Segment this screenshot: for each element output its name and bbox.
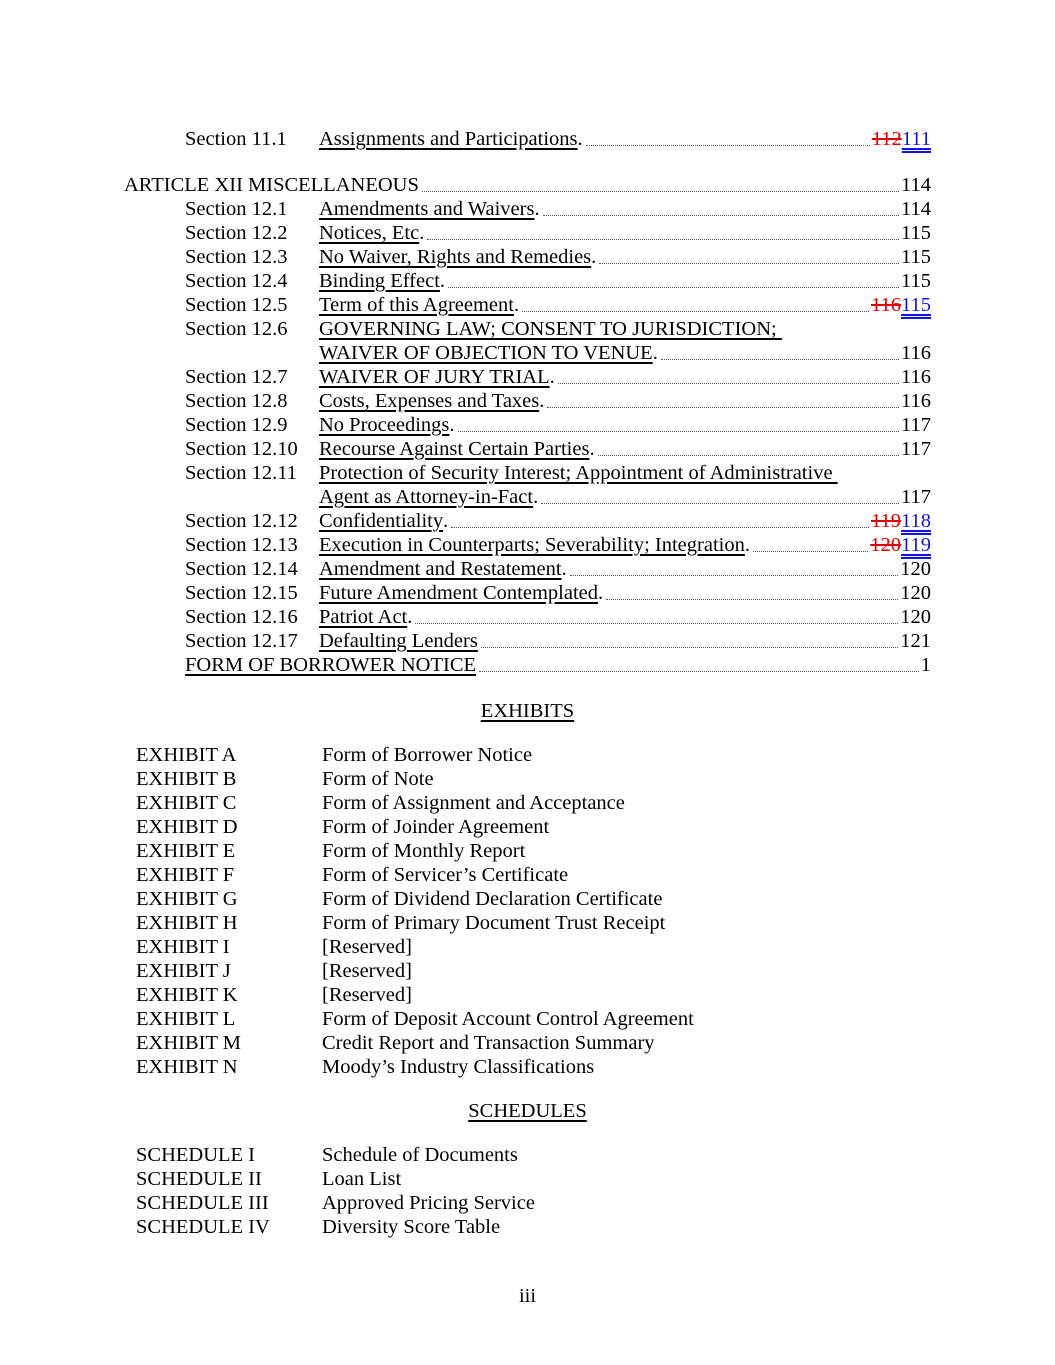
dot-leader [661,359,899,360]
dot-leader [422,191,899,192]
title-suffix: . [419,222,425,244]
section-title: Recourse Against Certain Parties [319,438,590,460]
section-label: Section 11.1 [185,128,287,150]
list-item [124,1143,931,1167]
dot-leader [481,647,898,648]
title-suffix: . [744,534,750,556]
page-ref [900,629,931,653]
section-title: Patriot Act [319,606,408,628]
page-ref [901,485,931,509]
section-label: Section 12.4 [185,270,288,292]
list-item [124,1031,931,1055]
list-item [124,887,931,911]
section-label: Section 12.9 [185,414,288,436]
schedule-label: SCHEDULE I [136,1144,256,1166]
exhibit-description: Form of Dividend Declaration Certificate [322,888,663,910]
dot-leader [427,239,899,240]
exhibit-label: EXHIBIT F [136,864,235,886]
exhibit-label: EXHIBIT J [136,960,231,982]
exhibit-label: EXHIBIT K [136,984,238,1006]
dot-leader [448,287,899,288]
section-title: No Proceedings [319,414,450,436]
list-item [124,815,931,839]
exhibit-label: EXHIBIT I [136,936,230,958]
exhibit-description: Form of Borrower Notice [322,744,533,766]
page-number: 120 [900,582,931,604]
page-number: 116 [901,342,931,364]
toc-row [124,173,931,197]
deleted-page-number: 120 [870,534,901,556]
toc-row [124,127,931,151]
section-title: Amendments and Waivers [319,198,535,220]
title-suffix: . [539,390,545,412]
page-ref [901,365,931,389]
list-item [124,1215,931,1239]
section-label: Section 12.2 [185,222,288,244]
exhibit-label: EXHIBIT G [136,888,238,910]
page-number-footer: iii [518,1285,537,1307]
title-suffix: . [591,246,597,268]
schedule-label: SCHEDULE III [136,1192,269,1214]
dot-leader [451,527,869,528]
list-item [124,959,931,983]
exhibit-description: [Reserved] [322,984,412,1006]
section-label: Section 12.7 [185,366,288,388]
exhibit-description: Form of Joinder Agreement [322,816,550,838]
list-item [124,863,931,887]
section-title: Term of this Agreement [319,294,514,316]
exhibit-description: [Reserved] [322,936,412,958]
title-suffix: . [549,366,555,388]
section-label: Section 12.8 [185,390,288,412]
exhibit-description: Credit Report and Transaction Summary [322,1032,655,1054]
section-label: Section 12.15 [185,582,298,604]
inserted-page-number: 111 [901,128,931,150]
list-item [124,983,931,1007]
exhibit-label: EXHIBIT M [136,1032,241,1054]
page-number: 114 [901,174,931,196]
schedule-description: Loan List [322,1168,402,1190]
section-title: Confidentiality [319,510,444,532]
schedule-label: SCHEDULE IV [136,1216,270,1238]
section-title: Notices, Etc [319,222,420,244]
section-title: Agent as Attorney-in-Fact [319,486,534,508]
section-label: Section 12.13 [185,534,298,556]
page-ref [901,269,931,293]
list-item [124,935,931,959]
page-ref [901,197,931,221]
dot-leader [599,263,899,264]
toc-row [124,341,931,365]
dot-leader [753,551,868,552]
section-title: GOVERNING LAW; CONSENT TO JURISDICTION; [319,318,782,340]
section-label: Section 12.12 [185,510,298,532]
toc-row [124,629,931,653]
exhibit-label: EXHIBIT E [136,840,236,862]
title-suffix: . [534,198,540,220]
exhibit-description: Form of Note [322,768,434,790]
deleted-page-number: 112 [871,128,902,150]
page-ref [921,653,931,677]
list-item [124,839,931,863]
schedules-heading-text: SCHEDULES [468,1100,587,1122]
exhibits-heading [124,699,931,723]
toc-row [124,581,931,605]
page-number: 116 [901,390,931,412]
toc-row [124,605,931,629]
inserted-page-number: 119 [901,534,931,556]
title-suffix: . [561,558,567,580]
title-suffix: . [439,270,446,292]
toc-row [124,221,931,245]
toc-row [124,461,931,485]
page-number: 117 [901,486,931,508]
section-title: Costs, Expenses and Taxes [319,390,540,412]
list-item [124,791,931,815]
exhibit-description: Form of Assignment and Acceptance [322,792,625,814]
page-ref [870,533,931,557]
dot-leader [541,503,899,504]
section-title: No Waiver, Rights and Remedies [319,246,592,268]
section-title: Amendment and Restatement [319,558,562,580]
exhibit-label: EXHIBIT L [136,1008,236,1030]
title-suffix: . [577,128,583,150]
page-number: 121 [900,630,931,652]
section-title: Execution in Counterparts; Severability; Integration [319,534,745,556]
exhibit-label: EXHIBIT A [136,744,237,766]
page-number: 115 [901,246,931,268]
exhibit-description: Form of Deposit Account Control Agreement [322,1008,694,1030]
exhibit-label: EXHIBIT B [136,768,237,790]
page-ref [901,173,931,197]
schedules-heading [124,1099,931,1123]
dot-leader [606,599,898,600]
exhibit-label: EXHIBIT H [136,912,238,934]
schedule-description: Diversity Score Table [322,1216,501,1238]
section-title: WAIVER OF OBJECTION TO VENUE [319,342,653,364]
page-number: 117 [901,438,931,460]
list-item [124,767,931,791]
title-suffix: . [449,414,455,436]
exhibit-description: Moody’s Industry Classifications [322,1056,595,1078]
exhibit-label: EXHIBIT N [136,1056,238,1078]
section-label: Section 12.17 [185,630,298,652]
section-label: Section 12.1 [185,198,288,220]
title-suffix: . [652,342,658,364]
title-suffix: . [443,510,449,532]
dot-leader [415,623,898,624]
exhibit-description: Form of Monthly Report [322,840,526,862]
exhibits-heading-text: EXHIBITS [480,700,575,722]
section-title: Protection of Security Interest; Appointment of Administrative [319,462,838,484]
section-title: Assignments and Participations [319,128,578,150]
section-label: Section 12.16 [185,606,298,628]
schedule-description: Approved Pricing Service [322,1192,535,1214]
schedule-description: Schedule of Documents [322,1144,518,1166]
toc-row [124,365,931,389]
page-number: 1 [920,654,931,676]
section-title: Defaulting Lenders [319,630,478,652]
section-label: Section 12.3 [185,246,288,268]
title-suffix: . [513,294,520,316]
page-number: 115 [901,222,931,244]
page-ref [901,389,931,413]
toc-row [124,245,931,269]
toc-row [124,533,931,557]
section-label: Section 12.5 [185,294,288,316]
page-ref [871,509,931,533]
title-suffix: . [589,438,595,460]
dot-leader [570,575,899,576]
title-suffix: . [533,486,539,508]
dot-leader [479,671,919,672]
title-suffix: . [597,582,604,604]
schedules-list [124,1143,931,1239]
toc-row [124,413,931,437]
list-item [124,1055,931,1079]
page-ref [901,245,931,269]
dot-leader [543,215,899,216]
section-title: ARTICLE XII MISCELLANEOUS [124,174,419,196]
page-number: 120 [900,558,931,580]
toc-row [124,485,931,509]
toc-row [124,557,931,581]
page-number: 115 [901,270,931,292]
page-number: 117 [901,414,931,436]
toc-row [124,437,931,461]
exhibit-description: Form of Primary Document Trust Receipt [322,912,666,934]
page-ref [900,557,931,581]
dot-leader [586,145,870,146]
deleted-page-number: 119 [871,510,901,532]
section-label: Section 12.10 [185,438,298,460]
page-ref [901,437,931,461]
page-number: 116 [901,366,931,388]
page-ref [872,127,931,151]
exhibits-list [124,743,931,1079]
list-item [124,911,931,935]
exhibit-label: EXHIBIT C [136,792,237,814]
exhibit-label: EXHIBIT D [136,816,238,838]
dot-leader [458,431,899,432]
deleted-page-number: 116 [871,294,901,316]
page-number: 120 [900,606,931,628]
dot-leader [558,383,899,384]
toc-row [124,509,931,533]
section-label: Section 12.14 [185,558,298,580]
section-title: WAIVER OF JURY TRIAL [319,366,550,388]
list-item [124,1007,931,1031]
section-label: Section 12.11 [185,462,297,484]
toc-row [124,653,931,677]
inserted-page-number: 115 [901,294,931,316]
section-title: Future Amendment Contemplated [319,582,598,604]
page-ref [901,413,931,437]
section-title: FORM OF BORROWER NOTICE [185,654,477,676]
list-item [124,1191,931,1215]
page-ref [900,581,931,605]
inserted-page-number: 118 [901,510,931,532]
list-item [124,743,931,767]
exhibit-description: [Reserved] [322,960,412,982]
dot-leader [598,455,899,456]
toc-row [124,293,931,317]
section-title: Binding Effect [319,270,440,292]
page-number: 114 [901,198,931,220]
toc-row [124,389,931,413]
page-ref [901,341,931,365]
table-of-contents [124,127,931,677]
page-ref [901,221,931,245]
dot-leader [522,311,869,312]
toc-row [124,269,931,293]
dot-leader [547,407,899,408]
schedule-label: SCHEDULE II [136,1168,262,1190]
toc-row [124,197,931,221]
toc-row [124,317,931,341]
page-ref [871,293,931,317]
section-label: Section 12.6 [185,318,288,340]
page-ref [900,605,931,629]
exhibit-description: Form of Servicer’s Certificate [322,864,569,886]
list-item [124,1167,931,1191]
title-suffix: . [407,606,413,628]
page-content [124,127,931,1308]
